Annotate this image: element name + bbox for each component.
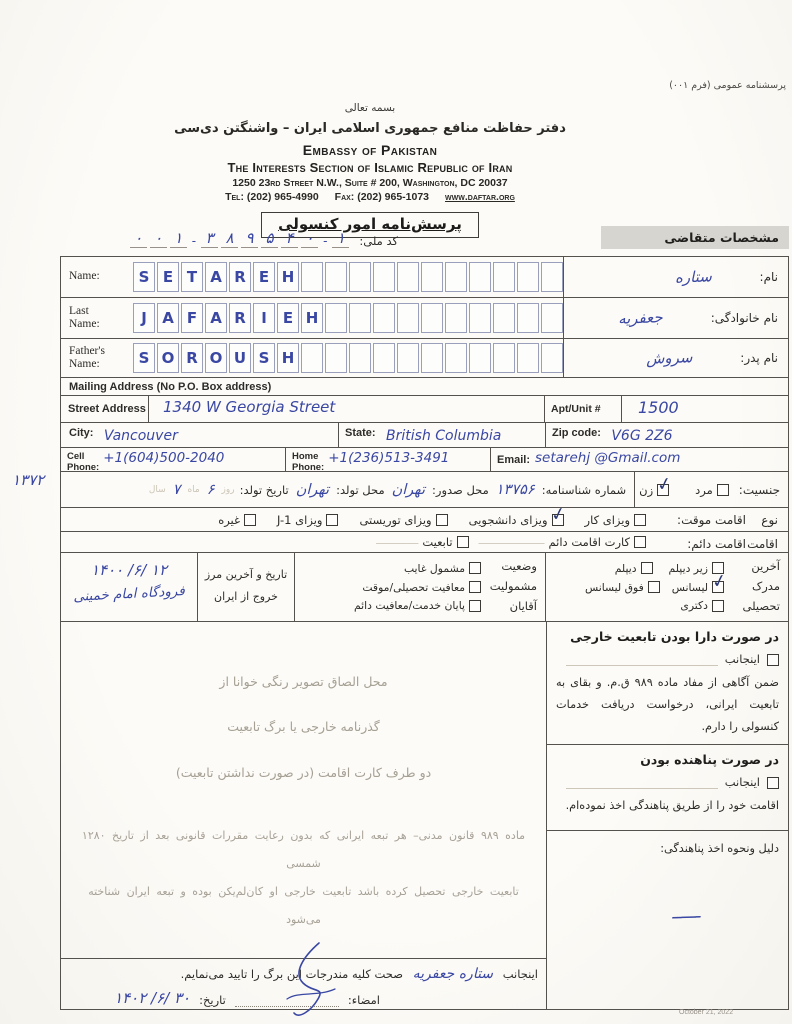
letter-box[interactable] [445, 262, 467, 292]
exit-port-value: فرودگاه امام خمینی [72, 583, 186, 605]
lastname-fa-value: جعفریه [617, 308, 664, 328]
checkbox[interactable] [457, 536, 469, 548]
letter-box[interactable]: S [253, 343, 275, 373]
temp-residence-label: اقامت موقت: [677, 513, 746, 527]
letter-box[interactable] [349, 303, 371, 333]
letter-box[interactable]: A [205, 303, 227, 333]
checkbox[interactable] [469, 581, 481, 593]
street-label: Street Address [61, 396, 149, 422]
letter-box[interactable] [493, 262, 515, 292]
checkbox-option [615, 562, 653, 575]
letter-box[interactable]: R [181, 343, 203, 373]
home-phone-value: +1(236)513-3491 [328, 450, 450, 466]
national-code-digit: ۱ [170, 229, 187, 248]
state-field[interactable] [339, 423, 546, 447]
fathername-label: Father's Name: [69, 344, 105, 370]
asylum-reason-section [547, 831, 788, 1009]
form-table [60, 256, 789, 1010]
checkbox-label: ویزای دانشجویی [468, 512, 548, 527]
letter-box[interactable] [397, 343, 419, 373]
letter-box[interactable]: F [181, 303, 203, 333]
education-options-1 [550, 562, 724, 575]
cell-phone-label: Cell Phone: [67, 451, 100, 473]
name-row [61, 257, 788, 297]
checkbox-label: فوق لیسانس [584, 580, 644, 594]
birth-month-value: ۷ [172, 481, 181, 498]
letter-box[interactable] [421, 343, 443, 373]
birth-year-handwritten: ۱۳۷۲ [12, 471, 45, 489]
home-phone-field[interactable] [286, 448, 491, 471]
checked-checkbox[interactable] [552, 514, 564, 526]
faint-print: ــــــــــــــــ [376, 537, 419, 547]
national-code-digit: ۰ [150, 229, 167, 248]
checkbox-label: کارت اقامت دائم [548, 535, 630, 549]
foreign-nationality-body: ضمن آگاهی از مفاد ماده ۹۸۹ ق.م. و بقای به تابعیت ایرانی، درخواست دریافت خدمات کنسولی را دارم. [556, 676, 779, 734]
military-option-2 [299, 581, 481, 594]
gender-field [634, 472, 788, 507]
perm-residence-options [376, 535, 646, 549]
checkbox-label: دیپلم [614, 561, 637, 575]
checkbox-option [376, 535, 468, 549]
national-code-digit: ۳ [201, 229, 218, 248]
lastname-row [61, 297, 788, 338]
photo-attachment-area [61, 622, 546, 959]
letter-box[interactable] [469, 262, 491, 292]
exit-date-value: ۱۴۰۰ /۶/ ۱۲ [90, 561, 168, 579]
checkbox[interactable] [436, 514, 448, 526]
letter-box[interactable] [517, 343, 539, 373]
print-date: October 21, 2022 [679, 1009, 734, 1016]
letter-box[interactable] [397, 303, 419, 333]
digit-separator: - [323, 233, 328, 248]
fathername-letter-boxes[interactable] [133, 343, 563, 373]
photo-instruction-1: محل الصاق تصویر رنگی خوانا از [219, 674, 388, 689]
letter-box[interactable]: S [133, 343, 155, 373]
letter-box[interactable]: O [205, 343, 227, 373]
fathername-row [61, 338, 788, 377]
letter-box[interactable]: H [301, 303, 323, 333]
national-code-label: کد ملی: [359, 234, 398, 248]
checkbox-option [585, 513, 646, 527]
undersigned-label: اینجانب [724, 775, 760, 789]
mailing-header: Mailing Address (No P.O. Box address) [69, 381, 272, 393]
civil-code-article: ماده ۹۸۹ قانون مدنی– هر تبعه ایرانی که بدون رعایت مقررات قانونی بعد از تاریخ ۱۲۸۰ شمسی تابعیت خارجی تحصیل کرده باشد تابعیت خارجی او کان‌لم‌یکن بوده و تبعه ایران شناخته می‌شود [81, 829, 526, 927]
fathername-fa-label: نام پدر: [740, 351, 778, 365]
issue-place-label: محل صدور: [432, 482, 489, 497]
checkbox-option [362, 581, 481, 594]
asylum-header: در صورت پناهنده بودن [640, 752, 779, 767]
checkbox-option [680, 599, 724, 612]
letter-box[interactable] [421, 262, 443, 292]
street-value-field[interactable] [149, 396, 544, 422]
national-code-digit: ۸ [221, 229, 238, 248]
name-blank-line[interactable] [566, 655, 718, 666]
military-option-1 [299, 562, 481, 575]
asylum-section [547, 745, 788, 831]
letter-box[interactable] [469, 303, 491, 333]
website-link[interactable]: www.daftar.org [445, 191, 515, 203]
letter-box[interactable] [349, 343, 371, 373]
letter-box[interactable] [541, 262, 563, 292]
temp-residence-options [218, 513, 646, 527]
form-title: پرسش‌نامه امور کنسولی [261, 212, 479, 238]
national-code-digit: ۱ [332, 229, 349, 248]
checkbox-option [404, 562, 481, 575]
checkbox-label: مرد [695, 482, 713, 497]
bismillah-line: بسمه تعالی [344, 102, 396, 114]
digit-separator: - [191, 233, 197, 248]
letter-box[interactable]: S [133, 262, 155, 292]
embassy-name: Embassy of Pakistan [302, 142, 438, 158]
signatory-name: ستاره جعفریه [412, 966, 494, 982]
lastname-fa-label: نام خانوادگی: [710, 311, 778, 325]
city-row [61, 422, 788, 447]
checkbox[interactable] [469, 600, 481, 612]
letter-box[interactable] [445, 303, 467, 333]
letter-box[interactable]: J [133, 303, 155, 333]
residence-type-label: نوع [761, 513, 778, 527]
checkbox-option [585, 581, 660, 594]
letter-box[interactable]: R [229, 303, 251, 333]
cell-phone-field[interactable] [61, 448, 286, 471]
email-value: setarehj @Gmail.com [535, 450, 681, 466]
gender-label: جنسیت: [738, 482, 780, 497]
tel-number: Tel: (202) 965-4990 [225, 191, 319, 203]
state-value: British Columbia [386, 428, 502, 444]
foreign-nationality-header: در صورت دارا بودن تابعیت خارجی [570, 629, 779, 644]
temp-residence-row [61, 507, 788, 531]
name-field [61, 257, 564, 297]
residence-cat-label: اقامت [747, 537, 778, 551]
form-code-label: پرسشنامه عمومی (فرم ۰۰۱) [669, 80, 786, 91]
fathername-field [61, 339, 564, 377]
letter-box[interactable]: A [205, 262, 227, 292]
zip-field[interactable] [546, 423, 788, 447]
letter-box[interactable] [301, 343, 323, 373]
checked-checkbox[interactable] [712, 581, 724, 593]
lastname-field [61, 298, 564, 338]
checkbox-label: غیره [218, 512, 241, 527]
letter-box[interactable] [493, 343, 515, 373]
city-value: Vancouver [103, 428, 178, 444]
name-label: Name: [69, 270, 100, 283]
lastname-label: Last Name: [69, 304, 100, 330]
checkbox-label: تابعیت [422, 535, 453, 549]
letter-box[interactable] [373, 303, 395, 333]
cell-phone-value: +1(604)500-2040 [103, 450, 225, 466]
photo-and-declarations-area [61, 621, 788, 1009]
checkbox-option [218, 513, 256, 527]
name-fa-label: نام: [759, 270, 778, 284]
military-option-3 [299, 599, 481, 612]
office-name-fa: دفتر حفاظت منافع جمهوری اسلامی ایران – واشنگتن دی‌سی [174, 121, 566, 136]
photo-instruction-3: دو طرف کارت اقامت (در صورت نداشتن تابعیت) [175, 765, 432, 780]
perm-residence-row [61, 531, 788, 552]
checkbox-option [354, 599, 481, 612]
birthplace-label: محل تولد: [336, 482, 385, 497]
letter-box[interactable] [397, 262, 419, 292]
checkbox[interactable] [717, 484, 729, 496]
zip-label: Zip code: [552, 427, 601, 439]
date-label: تاریخ: [199, 993, 226, 1007]
apt-value: 1500 [638, 398, 679, 417]
checkbox-option [672, 581, 724, 594]
letter-box[interactable] [469, 343, 491, 373]
national-code-row [60, 229, 398, 248]
apt-value-field[interactable] [622, 396, 788, 422]
birth-day-value: ۶ [206, 481, 215, 498]
day-hint: روز [221, 484, 235, 495]
checkbox-option [277, 513, 338, 527]
name-letter-boxes[interactable] [133, 262, 563, 292]
national-code-digit: ۴ [281, 229, 298, 248]
issue-place-value: تهران [391, 481, 426, 498]
birthdate-label: تاریخ تولد: [239, 482, 289, 497]
street-row [61, 395, 788, 422]
asylum-checkbox[interactable] [767, 777, 779, 789]
letter-box[interactable] [541, 303, 563, 333]
checkbox-option [695, 483, 729, 497]
letterhead [120, 102, 620, 238]
email-label: Email: [497, 454, 531, 466]
email-field[interactable] [491, 448, 788, 471]
education-label: آخرین مدرک تحصیلی [742, 559, 780, 614]
fax-number: Fax: (202) 965-1073 [334, 191, 430, 203]
letter-box[interactable]: A [157, 303, 179, 333]
contact-line [120, 191, 620, 203]
checkbox[interactable] [634, 536, 646, 548]
letter-box[interactable] [445, 343, 467, 373]
year-hint: سال [148, 484, 166, 495]
letter-box[interactable]: I [253, 303, 275, 333]
checkbox[interactable] [244, 514, 256, 526]
letter-box[interactable] [325, 262, 347, 292]
perm-residence-label: اقامت دائم: [687, 537, 746, 551]
foreign-nationality-section [547, 622, 788, 745]
month-hint: ماه [187, 484, 200, 495]
letter-box[interactable] [325, 343, 347, 373]
exit-date-label: تاریخ و آخرین مرز خروج از ایران [197, 553, 294, 621]
checkbox-label: زیر دیپلم [668, 561, 708, 575]
applicant-section-header: مشخصات متقاضی [601, 226, 789, 249]
faint-print: ـــــــــــــــــــــــــ [478, 537, 545, 547]
letter-box[interactable] [421, 303, 443, 333]
checked-checkbox[interactable] [657, 484, 669, 496]
letter-box[interactable] [517, 303, 539, 333]
national-code-digit: ۹ [241, 229, 258, 248]
foreign-nationality-checkbox[interactable] [767, 654, 779, 666]
lastname-letter-boxes[interactable] [133, 303, 563, 333]
street-value: 1340 W Georgia Street [163, 398, 336, 416]
checkbox[interactable] [326, 514, 338, 526]
signature-label: امضاء: [347, 993, 380, 1007]
checkbox-label: لیسانس [671, 580, 708, 594]
name-fa-value: ستاره [674, 267, 712, 287]
city-field[interactable] [61, 423, 339, 447]
letter-box[interactable] [517, 262, 539, 292]
checkbox-label: ویزای توریستی [359, 512, 432, 527]
fathername-fa-value: سروش [645, 348, 693, 368]
checkbox-label: مشمول غایب [403, 561, 465, 575]
checkbox-option [479, 535, 646, 549]
checkbox[interactable] [641, 562, 653, 574]
gender-id-row [61, 471, 788, 507]
letter-box[interactable] [325, 303, 347, 333]
letter-box[interactable]: T [181, 262, 203, 292]
checkbox-option [469, 513, 564, 527]
letter-box[interactable] [349, 262, 371, 292]
education-field [545, 553, 788, 621]
id-number-label: شماره شناسنامه: [541, 482, 627, 497]
letter-box[interactable]: E [157, 262, 179, 292]
home-phone-label: Home Phone: [292, 451, 325, 473]
education-options-2 [550, 581, 724, 594]
birthplace-value: تهران [295, 481, 330, 498]
checkbox[interactable] [648, 581, 660, 593]
military-status-field [294, 553, 545, 621]
street-address-line: 1250 23rd Street N.W., Suite # 200, Washington, DC 20037 [232, 177, 508, 189]
phones-row [61, 447, 788, 471]
signature-date-value: ۱۴۰۲ /۶/ ۳۰ [114, 989, 191, 1007]
education-military-exit-row [61, 552, 788, 621]
letter-box[interactable] [493, 303, 515, 333]
mailing-header-row [61, 377, 788, 395]
asylum-reason-label: دلیل ونحوه اخذ پناهندگی: [660, 842, 779, 855]
national-code-digit: ۰ [301, 229, 318, 248]
checkbox-label: زن [639, 482, 654, 497]
national-code-digit: ۵ [261, 229, 278, 248]
checkbox[interactable] [634, 514, 646, 526]
gender-options [639, 483, 729, 497]
zip-value: V6G 2Z6 [611, 428, 673, 444]
letter-box[interactable]: O [157, 343, 179, 373]
checkbox[interactable] [712, 600, 724, 612]
city-label: City: [69, 427, 94, 439]
letter-box[interactable]: U [229, 343, 251, 373]
state-label: State: [345, 427, 376, 439]
asylum-body: اقامت خود را از طریق پناهندگی اخذ نموده‌ام. [565, 799, 779, 812]
letter-box[interactable]: E [253, 262, 275, 292]
letter-box[interactable]: E [277, 303, 299, 333]
id-birth-fields [61, 472, 634, 507]
national-code-digit: ۰ [130, 229, 147, 248]
checkbox-label: پایان خدمت/معافیت دائم [353, 599, 465, 613]
letter-box[interactable] [301, 262, 323, 292]
checkbox-label: معافیت تحصیلی/موقت [362, 580, 465, 594]
asylum-reason-handwritten-mark: ــــــ [671, 902, 701, 923]
photo-instruction-2: گذرنامه خارجی یا برگ تابعیت [227, 719, 380, 734]
undersigned-label: اینجانب [724, 652, 760, 666]
letter-box[interactable] [373, 343, 395, 373]
national-code-value[interactable] [130, 229, 350, 248]
apt-label: Apt/Unit # [544, 396, 622, 422]
checkbox-label: ویزای کار [584, 512, 630, 527]
name-fa-cell [564, 257, 788, 297]
checkbox-label: ویزای J-1 [277, 512, 323, 527]
letter-box[interactable] [541, 343, 563, 373]
checkbox-label: دکتری [680, 599, 708, 613]
interests-section-name: The Interests Section of Islamic Republic of Iran [227, 160, 513, 175]
checkbox-option [359, 513, 447, 527]
letter-box[interactable]: R [229, 262, 251, 292]
fathername-fa-cell [564, 339, 788, 377]
education-options-3 [550, 599, 724, 612]
checkbox[interactable] [469, 562, 481, 574]
letter-box[interactable]: H [277, 262, 299, 292]
id-number-value: ۱۳۷۵۶ [495, 481, 535, 498]
military-label: وضعیت مشمولیت آقایان [489, 559, 537, 614]
checkbox-option [639, 483, 669, 497]
letter-box[interactable] [373, 262, 395, 292]
exit-date-field[interactable] [61, 553, 197, 621]
attestation-sentence: اینجانب ستاره جعفریه صحت کلیه مندرجات این برگ را تایید می‌نمایم. [180, 966, 538, 982]
lastname-fa-cell [564, 298, 788, 338]
name-blank-line[interactable] [566, 778, 718, 789]
letter-box[interactable]: H [277, 343, 299, 373]
signature-scribble [283, 941, 343, 1024]
